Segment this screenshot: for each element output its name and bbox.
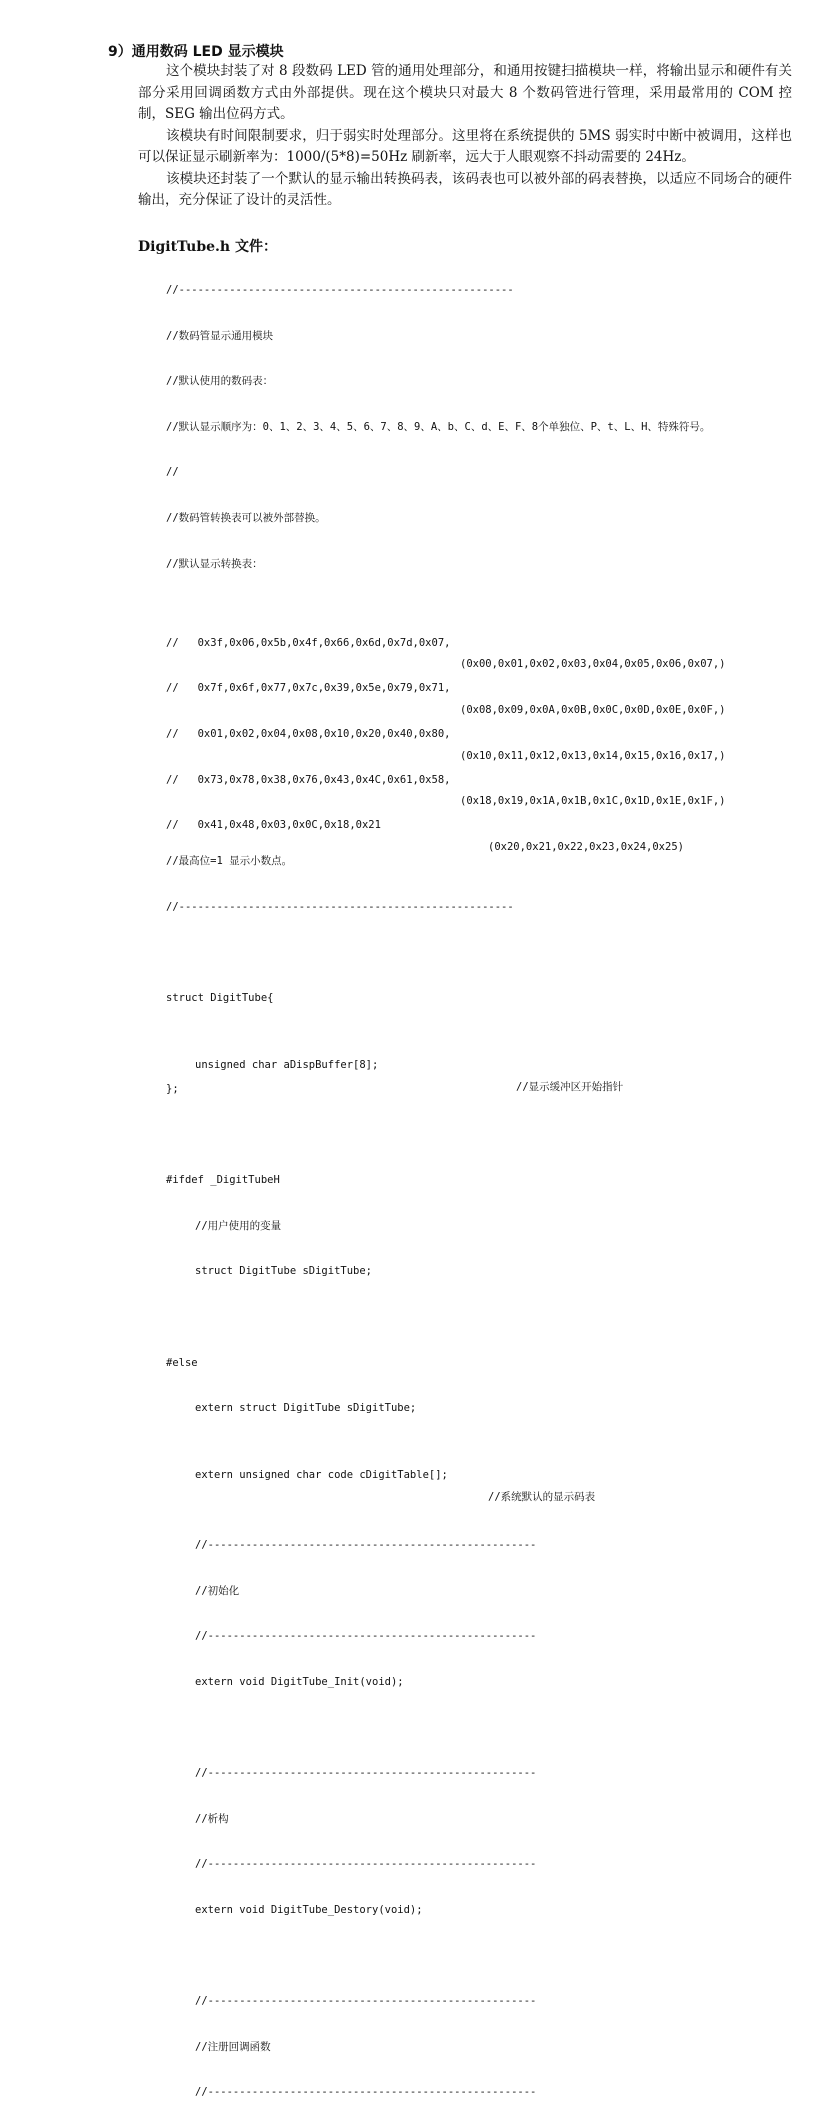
code-extern-row: [166, 1444, 806, 1504]
code-line: struct DigitTube{: [166, 991, 274, 1004]
code-table-row: [166, 611, 806, 671]
code-line: #ifdef _DigitTubeH: [166, 1174, 280, 1187]
code-table-row: [166, 794, 806, 853]
code-extern-comment: //系统默认的显示码表: [488, 1491, 596, 1504]
code-separator: //----------------------------------------------------: [195, 1767, 537, 1779]
code-table-index: (0x18,0x19,0x1A,0x1B,0x1C,0x1D,0x1E,0x1F,): [460, 795, 726, 808]
code-blank-line: [166, 942, 806, 964]
code-separator: //----------------------------------------------------: [195, 1539, 537, 1552]
code-line: //注册回调函数: [195, 2040, 271, 2053]
code-line: //用户使用的变量: [195, 1219, 282, 1232]
code-line: //默认显示顺序为：0、1、2、3、4、5、6、7、8、9、A、b、C、d、E、F、8个单独位、P、t、L、H、特殊符号。: [166, 420, 711, 433]
code-table-index: (0x00,0x01,0x02,0x03,0x04,0x05,0x06,0x07,): [460, 658, 726, 671]
code-table-codes: // 0x01,0x02,0x04,0x08,0x10,0x20,0x40,0x80,: [166, 727, 451, 740]
code-table-row: [166, 702, 806, 762]
paragraph-2: 该模块有时间限制要求，归于弱实时处理部分。这里将在系统提供的 5MS 弱实时中断中被调用，这样也可以保证显示刷新率为：1000/(5*8)=50Hz 刷新率，远大于人眼观察不抖动需要的 24Hz。: [138, 127, 792, 165]
section-heading: 9）通用数码 LED 显示模块: [108, 44, 284, 60]
code-blank-line: [166, 1307, 806, 1329]
code-table-codes: // 0x73,0x78,0x38,0x76,0x43,0x4C,0x61,0x58,: [166, 773, 451, 786]
code-line: extern void DigitTube_Destory(void);: [195, 1903, 423, 1916]
code-line: //-----------------------------------------------------: [166, 900, 514, 913]
body-text: [138, 61, 792, 212]
code-struct-member-row: [166, 1034, 806, 1093]
code-separator: //----------------------------------------------------: [195, 1858, 537, 1871]
code-line: struct DigitTube sDigitTube;: [195, 1265, 373, 1278]
code-line: //析构: [195, 1812, 229, 1825]
code-table-codes: // 0x7f,0x6f,0x77,0x7c,0x39,0x5e,0x79,0x71,: [166, 682, 451, 695]
code-table-codes: // 0x41,0x48,0x03,0x0C,0x18,0x21: [166, 819, 381, 832]
code-table-row: [166, 657, 806, 716]
paragraph-3: 该模块还封装了一个默认的显示输出转换码表，该码表也可以被外部的码表替换，以适应不同场合的硬件输出，充分保证了设计的灵活性。: [138, 170, 792, 208]
code-blank-line: [166, 1489, 806, 1511]
code-extern-decl: extern unsigned char code cDigitTable[];: [195, 1469, 448, 1482]
paragraph-1: 这个模块封装了对 8 段数码 LED 管的通用处理部分，和通用按键扫描模块一样，将输出显示和硬件有关部分采用回调函数方式由外部提供。现在这个模块只对最大 8 个数码管进行管理，采用最常用的 COM 控制，SEG 输出位码方式。: [138, 63, 792, 122]
code-blank-line: [166, 1945, 806, 1967]
code-table-index: (0x20,0x21,0x22,0x23,0x24,0x25): [488, 840, 684, 853]
code-table-index: (0x10,0x11,0x12,0x13,0x14,0x15,0x16,0x17,): [460, 749, 726, 762]
code-line: //: [166, 466, 179, 479]
code-line: //-----------------------------------------------------: [166, 284, 514, 296]
code-struct-member-comment: //显示缓冲区开始指针: [516, 1080, 624, 1093]
code-separator: //----------------------------------------------------: [195, 1630, 537, 1643]
code-blank-line: [166, 1125, 806, 1147]
code-separator: //----------------------------------------------------: [195, 1994, 537, 2007]
code-listing: [166, 256, 806, 2128]
code-line: //数码管转换表可以被外部替换。: [166, 511, 326, 524]
code-line: //初始化: [195, 1584, 240, 1597]
code-line: };: [166, 1083, 179, 1096]
code-line: //默认显示转换表：: [166, 557, 263, 570]
code-separator: //----------------------------------------------------: [195, 2086, 537, 2099]
code-line: extern struct DigitTube sDigitTube;: [195, 1402, 417, 1415]
code-line: extern void DigitTube_Init(void);: [195, 1675, 404, 1688]
code-table-codes: // 0x3f,0x06,0x5b,0x4f,0x66,0x6d,0x7d,0x07,: [166, 636, 451, 649]
file-title: DigitTube.h 文件：: [138, 239, 277, 255]
code-line: //数码管显示通用模块: [166, 329, 274, 342]
code-struct-member: unsigned char aDispBuffer[8];: [195, 1059, 379, 1072]
code-line: //默认使用的数码表：: [166, 375, 274, 388]
code-table-index: (0x08,0x09,0x0A,0x0B,0x0C,0x0D,0x0E,0x0F,): [460, 703, 726, 716]
code-line: //最高位=1 显示小数点。: [166, 855, 293, 868]
code-blank-line: [166, 1717, 806, 1739]
code-table-row: [166, 748, 806, 808]
code-line: #else: [166, 1356, 198, 1369]
